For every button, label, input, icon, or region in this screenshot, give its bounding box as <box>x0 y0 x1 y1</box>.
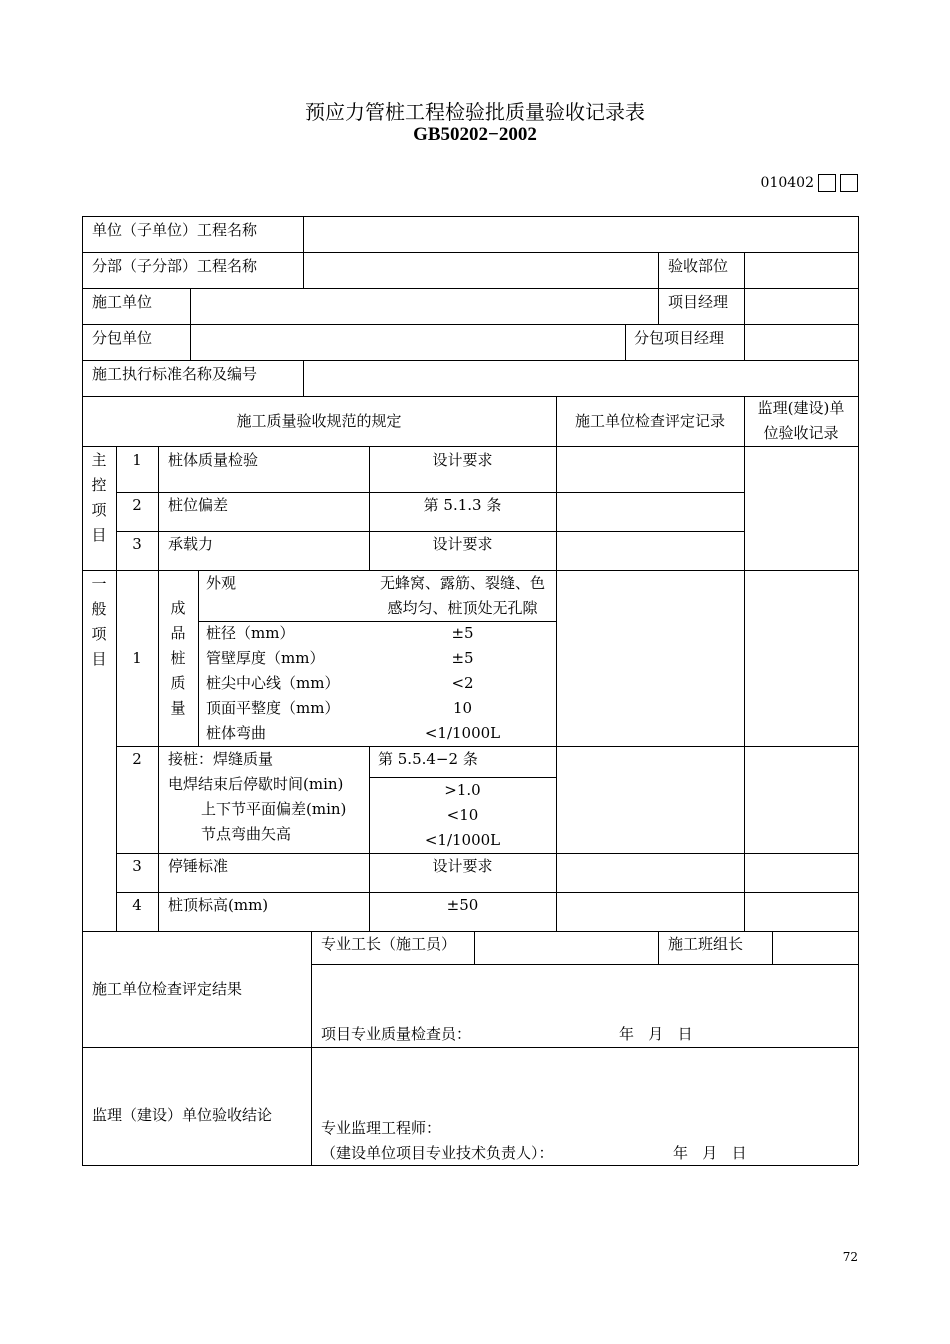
table-line <box>82 396 858 397</box>
page-number: 72 <box>842 1250 858 1264</box>
unit-project-label: 单位（子单位）工程名称 <box>92 221 258 239</box>
sub-project-manager-label: 分包项目经理 <box>634 329 725 347</box>
dim-item: 桩径（mm） <box>206 624 295 642</box>
splice-req: >1.0 <box>444 781 481 799</box>
main-item-name: 桩体质量检验 <box>168 451 259 469</box>
supervisor-record-header-1: 监理(建设)单 <box>757 399 845 417</box>
supervisor-conclusion-label: 监理（建设）单位验收结论 <box>92 1106 273 1124</box>
general-item-req: ±50 <box>446 896 479 914</box>
form-number-box-2[interactable] <box>840 174 858 192</box>
splice-item: 电焊结束后停歇时间(min) <box>168 775 344 793</box>
inspector-label: 项目专业质量检查员： <box>321 1025 472 1043</box>
form-number-text: 010402 <box>760 175 814 191</box>
constructor-label: 施工单位 <box>92 293 153 311</box>
date-2: 年 月 日 <box>673 1144 747 1162</box>
table-line <box>82 252 858 253</box>
main-item-no: 1 <box>132 451 142 469</box>
standard-code: GB50202−2002 <box>413 124 537 145</box>
constructor-record-header: 施工单位检查评定记录 <box>574 412 725 430</box>
splice-req: 第 5.5.4−2 条 <box>378 750 478 768</box>
dim-req: 10 <box>452 699 473 717</box>
foreman-label: 专业工长（施工员） <box>321 935 457 953</box>
dim-req: ±5 <box>451 649 474 667</box>
splice-item: 接桩：焊缝质量 <box>168 750 274 768</box>
sub-project-label: 分部（子分部）工程名称 <box>92 257 258 275</box>
general-item-name: 停锤标准 <box>168 857 229 875</box>
supervisor-engineer-label: 专业监理工程师： <box>321 1119 442 1137</box>
supervisor-record-header-2: 位验收记录 <box>763 424 839 442</box>
splice-req: <1/1000L <box>424 831 501 849</box>
dim-item: 管壁厚度（mm） <box>206 649 325 667</box>
table-line <box>303 216 304 288</box>
table-line <box>658 252 659 324</box>
table-line <box>82 446 858 447</box>
general-item-no: 4 <box>132 896 142 914</box>
main-item-no: 3 <box>132 535 142 553</box>
appearance-req-1: 无蜂窝、露筋、裂缝、色 <box>379 574 545 592</box>
table-line <box>311 964 858 965</box>
general-item-req: 设计要求 <box>432 857 493 875</box>
table-line <box>158 446 159 931</box>
main-item-name: 承载力 <box>168 535 214 553</box>
table-line <box>82 216 83 1165</box>
table-line <box>82 216 858 217</box>
table-line <box>744 396 745 931</box>
dim-item: 桩体弯曲 <box>206 724 267 742</box>
table-line <box>858 216 859 1165</box>
main-item-req: 第 5.1.3 条 <box>423 496 502 514</box>
general-item-no: 1 <box>132 649 142 667</box>
page-title: 预应力管桩工程检验批质量验收记录表 <box>305 100 645 124</box>
table-line <box>82 1047 858 1048</box>
table-line <box>772 931 773 964</box>
form-number-box-1[interactable] <box>818 174 836 192</box>
dim-item: 桩尖中心线（mm） <box>206 674 340 692</box>
table-line <box>658 931 659 964</box>
table-line <box>82 288 858 289</box>
table-line <box>190 288 191 360</box>
main-item-req: 设计要求 <box>432 451 493 469</box>
project-manager-label: 项目经理 <box>668 293 729 311</box>
constructor-result-label: 施工单位检查评定结果 <box>92 980 243 998</box>
splice-item: 节点弯曲矢高 <box>201 825 292 843</box>
dim-req: ±5 <box>451 624 474 642</box>
subcontractor-label: 分包单位 <box>92 329 153 347</box>
owner-tech-label: （建设单位项目专业技术负责人）： <box>321 1144 554 1162</box>
dim-req: <1/1000L <box>424 724 501 742</box>
dim-req: <2 <box>451 674 474 692</box>
spec-header: 施工质量验收规范的规定 <box>236 412 402 430</box>
general-item-no: 3 <box>132 857 142 875</box>
splice-item: 上下节平面偏差(min) <box>201 800 347 818</box>
table-line <box>556 396 557 931</box>
table-line <box>744 252 745 360</box>
main-items-group-label: 主 控 项 目 <box>91 451 107 544</box>
acceptance-part-label: 验收部位 <box>668 257 729 275</box>
general-item-name: 桩顶标高(mm) <box>168 896 269 914</box>
date-1: 年 月 日 <box>619 1025 693 1043</box>
table-line <box>311 931 312 1165</box>
table-line <box>474 931 475 964</box>
appearance-label: 外观 <box>206 574 237 592</box>
table-line <box>625 324 626 360</box>
general-item-no: 2 <box>132 750 142 768</box>
standard-name-label: 施工执行标准名称及编号 <box>92 365 258 383</box>
form-number <box>761 174 858 192</box>
main-item-no: 2 <box>132 496 142 514</box>
main-item-req: 设计要求 <box>432 535 493 553</box>
appearance-req-2: 感均匀、桩顶处无孔隙 <box>387 599 538 617</box>
main-item-name: 桩位偏差 <box>168 496 229 514</box>
team-leader-label: 施工班组长 <box>668 935 744 953</box>
general-items-group-label: 一 般 项 目 <box>91 575 107 668</box>
splice-req: <10 <box>446 806 479 824</box>
finished-pile-quality-label: 成 品 桩 质 量 <box>170 599 186 717</box>
table-line <box>82 360 858 361</box>
table-line <box>82 324 858 325</box>
dim-item: 顶面平整度（mm） <box>206 699 340 717</box>
table-line <box>198 570 199 746</box>
table-line <box>303 360 304 396</box>
